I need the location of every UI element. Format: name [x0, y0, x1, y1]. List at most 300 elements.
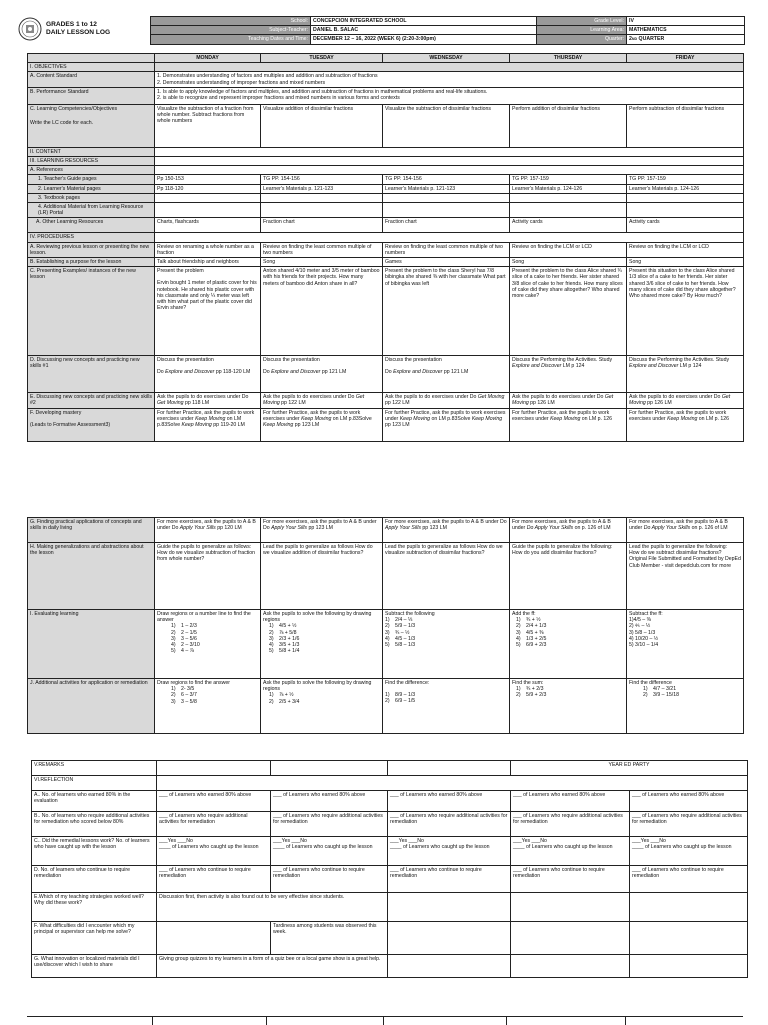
tg-label: 1. Teacher's Guide pages	[28, 175, 155, 184]
proc-i-tue-head: Ask the pupils to solve the following by drawing regions	[263, 611, 372, 624]
list-item: 1) 8/9 – 1/3	[385, 692, 416, 699]
day-tuesday: TUESDAY	[261, 54, 383, 63]
proc-f-tail: on LM p. 126	[580, 415, 613, 422]
proc-d-row	[28, 356, 744, 393]
proc-j-row	[28, 679, 744, 734]
proc-f-keep: Keep Moving	[263, 422, 294, 429]
proc-i-mon-head: Draw regions or a number line to find the answer	[157, 611, 251, 624]
yes-no: ___Yes ___No	[273, 838, 307, 844]
deped-seal-icon	[18, 17, 42, 41]
list-item: 3) 5/8 – 1/3	[629, 629, 656, 636]
reflection-e-row	[32, 893, 748, 922]
item-text: 3/5 + 1/3	[279, 642, 300, 649]
reflection-d-thursday: ___ of Learners who continue to require remediation	[511, 866, 630, 893]
proc-d-monday	[155, 356, 261, 393]
remarks-row	[32, 761, 748, 776]
proc-e-monday	[155, 393, 261, 408]
proc-a-monday: Review on renaming a whole number as a fraction	[155, 242, 261, 257]
list-item: 3) 3 – 5/6	[171, 635, 197, 642]
proc-g-thursday	[510, 518, 627, 543]
other-resources-label: A. Other Learning Resources	[28, 218, 155, 233]
proc-f-text: For further Practice, ask the pupils to work exercises under	[385, 409, 506, 422]
teacher-label: Subject-Teacher:	[151, 26, 311, 35]
reflection-g-friday	[630, 955, 748, 978]
competency-monday: Visualize the subtraction of a fraction from whole number. Subtract fractions from whole numbers	[155, 104, 261, 147]
proc-h-monday: Guide the pupils to generalize as follows: How do we visualize subtraction of fraction from whole number?	[155, 543, 261, 610]
proc-g-tail: pp 120 LM	[215, 525, 242, 532]
content-standard-value	[155, 72, 744, 87]
list-item: 1) 4/7 – 3/21	[643, 686, 677, 693]
proc-e-getmoving: Get Moving	[157, 400, 184, 407]
day-header-row	[28, 54, 744, 63]
quarter-sup: ND	[631, 37, 638, 42]
proc-i-thursday	[510, 610, 627, 679]
caught-up: ____ of Learners who caught up the lesson	[273, 844, 373, 851]
reflection-b-friday: ___ of Learners who require additional activities for remediation	[630, 812, 748, 837]
item-text: 2- 3/5	[181, 686, 195, 693]
reflection-g-wednesday	[388, 955, 511, 978]
proc-h-tuesday: Lead the pupils to generalize as follows How do we visualize addition of dissimilar fractions?	[261, 543, 383, 610]
portal-tuesday	[261, 203, 383, 218]
reflection-e-wednesday	[388, 893, 511, 922]
quarter-value	[627, 35, 745, 44]
grade-value: IV	[627, 17, 745, 26]
reflection-a-friday: ___ of Learners who earned 80% above	[630, 791, 748, 812]
proc-f-row	[28, 408, 744, 441]
proc-i-fri-head: Subtract the ff:	[629, 611, 663, 617]
yes-no: ___Yes ___No	[390, 838, 424, 844]
proc-e-tail: pp 122 LM	[279, 400, 306, 407]
proc-b-tuesday: Song	[261, 258, 383, 267]
reflection-b-row	[32, 812, 748, 837]
content-standard-2: 2. Demonstrates understanding of improper fractions and mixed numbers	[157, 79, 326, 86]
quarter-label: Quarter:	[537, 35, 627, 44]
item-text: 1/3 + 2/5	[526, 635, 547, 642]
objectives-heading-row	[28, 63, 744, 72]
proc-g-monday	[155, 518, 261, 543]
quarter-rest: QUARTER	[637, 36, 665, 43]
proc-b-wednesday: Games	[383, 258, 510, 267]
proc-f-label	[28, 408, 155, 441]
reflection-f-monday	[157, 922, 271, 955]
other-resources-row	[28, 218, 744, 233]
item-text: 6/9 + 2/3	[526, 642, 547, 649]
item-text: 8/9 – 1/3	[395, 692, 416, 699]
proc-i-monday	[155, 610, 261, 679]
proc-d-monday-1: Discuss the presentation	[157, 357, 214, 364]
yes-no: ___Yes ___No	[159, 838, 193, 844]
reflection-heading-fill	[157, 776, 748, 791]
proc-f-keep: Keep Moving	[181, 422, 212, 429]
quarter-num: 2	[629, 36, 632, 43]
proc-d-pages: pp 121 LM	[442, 369, 469, 376]
proc-g-text: For more exercises, ask the pupils to A & B under	[629, 519, 728, 532]
item-text: ¾ – ½	[395, 629, 410, 636]
dates-label: Teaching Dates and Time:	[151, 35, 311, 44]
proc-h-thursday: Guide the pupils to generalize the following: How do you add dissimilar fractions?	[510, 543, 627, 610]
reflection-e-value: Discussion first, then activity is also found out to be very effective since students.	[157, 893, 388, 922]
proc-g-text: For more exercises, ask the pupils to A & B under Do	[157, 519, 256, 532]
proc-f-end: pp 123 LM	[293, 422, 320, 429]
item-text: 5/8 – 1/3	[395, 642, 416, 649]
portal-monday	[155, 203, 261, 218]
lm-friday: Learner's Materials p. 124-126	[627, 184, 744, 193]
proc-g-wednesday	[383, 518, 510, 543]
proc-d-fri-text: Discuss the Performing the Activities. Study	[629, 357, 730, 364]
proc-e-label: E. Discussing new concepts and practicing new skills #2	[28, 393, 155, 408]
proc-d-pages: LM p 124	[678, 363, 702, 370]
resources-heading: III. LEARNING RESOURCES	[28, 157, 155, 166]
proc-j-wed-head: Find the difference:	[385, 680, 430, 686]
list-item: 1) ⅞ + ½	[269, 692, 294, 699]
caught-up: ____ of Learners who caught up the lesson	[513, 844, 613, 851]
proc-d-tuesday-2	[263, 369, 380, 375]
list-item: 2) 5/9 – 1/3	[385, 623, 416, 630]
procedures-heading: IV. PROCEDURES	[28, 233, 155, 242]
reflection-heading-row	[32, 776, 748, 791]
reflection-c-thursday	[511, 837, 630, 866]
day-monday: MONDAY	[155, 54, 261, 63]
proc-e-ask: Ask the pupils to do exercises under Do	[263, 394, 356, 401]
proc-d-tuesday-1: Discuss the presentation	[263, 357, 320, 364]
textbook-tuesday	[261, 193, 383, 202]
proc-d-explore: Explore and Discover	[629, 363, 679, 370]
references-label: A. References	[28, 166, 155, 175]
proc-i-friday	[627, 610, 744, 679]
textbook-label: 3. Textbook pages	[28, 193, 155, 202]
reflection-c-row	[32, 837, 748, 866]
list-item: 5) 3/10 – 1/4	[629, 642, 659, 649]
proc-d-do: Do	[263, 369, 272, 376]
list-item: 5) 4 – ⅞	[171, 648, 194, 655]
reflection-f-row	[32, 922, 748, 955]
proc-i-tuesday	[261, 610, 383, 679]
textbook-monday	[155, 193, 261, 202]
proc-d-thu-text: Discuss the Performing the Activities. Study	[512, 357, 613, 364]
competency-wednesday: Visualize the subtraction of dissimilar fractions	[383, 104, 510, 147]
proc-i-label: I. Evaluating learning	[28, 610, 155, 679]
proc-h-fri-2: How do we subtract dissimilar fractions?	[629, 550, 722, 557]
reflection-g-thursday	[511, 955, 630, 978]
item-text: 4/7 – 3/21	[653, 686, 677, 693]
reflection-c-tuesday	[271, 837, 388, 866]
reflection-b-tuesday: ___ of Learners who require additional activities for remediation	[271, 812, 388, 837]
competency-thursday: Perform addition of dissimilar fractions	[510, 104, 627, 147]
item-text: 3 – 5/8	[181, 698, 197, 705]
proc-f-tail: on LM p.83Solve	[157, 415, 242, 429]
proc-b-friday: Song	[627, 258, 744, 267]
reflection-g-row	[32, 955, 748, 978]
proc-e-getmoving: Get Moving	[263, 394, 365, 407]
other-wednesday: Fraction chart	[383, 218, 510, 233]
reflection-d-label: D. No. of learners who continue to require remediation	[32, 866, 157, 893]
reflection-e-label: E.Which of my teaching strategies worked well? Why did these work?	[32, 893, 157, 922]
proc-f-end: pp 119-20 LM	[211, 422, 245, 429]
proc-j-fri-head: Find the difference	[629, 680, 672, 686]
proc-i-wednesday	[383, 610, 510, 679]
proc-h-wednesday: Lead the pupils to generalize as follows How do we visualize subtraction of dissimilar fractions?	[383, 543, 510, 610]
proc-d-explore: Explore and Discover	[393, 369, 443, 376]
proc-f-end: pp 123 LM	[385, 422, 410, 429]
reflection-d-monday: ___ of Learners who continue to require remediation	[157, 866, 271, 893]
portal-wednesday	[383, 203, 510, 218]
procedures-heading-row	[28, 233, 744, 242]
remarks-year-end: YEAR ED PARTY	[511, 761, 748, 776]
competency-tuesday: Visualize addition of dissimilar fractions	[261, 104, 383, 147]
reflection-g-value: Giving group quizzes to my learners in a form of a quiz bee or a local game show is a great help.	[157, 955, 388, 978]
document-title	[46, 21, 110, 37]
lm-label: 2. Learner's Material pages	[28, 184, 155, 193]
item-text: 5/8 + 1/4	[279, 648, 300, 655]
proc-e-tail: pp 126 LM	[528, 400, 555, 407]
portal-label: 4. Additional Material from Learning Resource (LR) Portal	[28, 203, 155, 218]
day-wednesday: WEDNESDAY	[383, 54, 510, 63]
reflection-f-wednesday	[388, 922, 511, 955]
school-value: CONCEPCION INTEGRATED SCHOOL	[311, 17, 537, 26]
other-friday: Activity cards	[627, 218, 744, 233]
list-item: 2) 6 – 3/7	[171, 692, 197, 699]
performance-standard-1: 1. Is able to apply knowledge of factors and multiples, and addition and subtraction of fractions in mathematical problems and real-life situations.	[157, 88, 488, 95]
textbook-row	[28, 193, 744, 202]
tg-monday: Pp 150-153	[155, 175, 261, 184]
item-text: 3 – 5/6	[181, 635, 197, 642]
proc-d-monday-2	[157, 369, 258, 375]
proc-e-ask: Ask the pupils to do exercises under Do	[512, 394, 605, 401]
proc-f-text: For further Practice, ask the pupils to work exercises under	[157, 409, 255, 422]
textbook-wednesday	[383, 193, 510, 202]
tg-friday: TG PP. 157-159	[627, 175, 744, 184]
proc-f-title: F. Developing mastery	[30, 409, 82, 416]
header-info-table	[150, 16, 745, 45]
tg-thursday: TG PP. 157-159	[510, 175, 627, 184]
reflection-b-wednesday: ___ of Learners who require additional activities for remediation	[388, 812, 511, 837]
list-item: 1) 4/5 + ½	[269, 623, 297, 630]
lesson-table-part1	[27, 53, 744, 442]
proc-f-tuesday	[261, 408, 383, 441]
proc-j-friday	[627, 679, 744, 734]
reflection-a-row	[32, 791, 748, 812]
proc-i-thu-head: Add the ff:	[512, 611, 536, 617]
proc-g-apply: Do Apply Your Skills	[526, 525, 574, 532]
item-text: 4/5 + ½	[279, 623, 297, 630]
proc-e-tail: pp 118 LM	[183, 400, 210, 407]
proc-j-monday	[155, 679, 261, 734]
day-friday: FRIDAY	[627, 54, 744, 63]
performance-standard-value	[155, 87, 744, 104]
proc-j-label: J. Additional activities for application or remediation	[28, 679, 155, 734]
item-text: 2/4 + 1/3	[526, 623, 547, 630]
list-item: 1)4/5 – ⅜	[629, 617, 651, 624]
proc-f-keep: Keep Moving	[471, 415, 503, 422]
proc-f-keep: Keep Moving	[399, 415, 430, 422]
item-text: ⅞ + ½	[279, 692, 294, 699]
proc-g-apply: Apply Your Sills	[271, 525, 308, 532]
proc-g-tail: pp 123 LM	[307, 525, 333, 532]
proc-j-thu-head: Find the sum:	[512, 680, 544, 686]
remarks-label: V.REMARKS	[32, 761, 157, 776]
reflection-d-row	[32, 866, 748, 893]
proc-c-monday-2: Ervin bought 1 meter of plastic cover for his notebook. He shared his plastic cover with his classmate and only ¼ meter was left with him what part of the plastic cover did Ervin share?	[157, 280, 257, 312]
proc-g-text: For more exercises, ask the pupils to A & B under	[512, 519, 611, 532]
proc-e-ask: Ask the pupils to do exercises under Do	[629, 394, 722, 401]
proc-e-ask: Ask the pupils to do exercises under Do	[157, 394, 249, 401]
competencies-title: C. Learning Competencies/Objectives	[30, 105, 118, 112]
reflection-heading: VI.REFLECTION	[32, 776, 157, 791]
content-heading: II. CONTENT	[28, 147, 155, 156]
competencies-sub: Write the LC code for each.	[30, 120, 94, 127]
list-item: 2) 6/9 – 1/5	[385, 698, 416, 705]
list-item: 1) 1 – 2/3	[171, 623, 197, 630]
proc-d-wednesday-1: Discuss the presentation	[385, 357, 442, 364]
item-text: ⅞ + 5/8	[279, 629, 297, 636]
item-text: 6 – 3/7	[181, 692, 197, 699]
lm-row	[28, 184, 744, 193]
lm-tuesday: Learner's Materials p. 121-123	[261, 184, 383, 193]
school-label: School:	[151, 17, 311, 26]
item-text: 5/9 – 1/3	[395, 623, 416, 630]
reflection-c-label: C.. Did the remedial lessons work? No. of learners who have caught up with the lesson	[32, 837, 157, 866]
performance-standard-2: 2. is able to recognize and represent improper fractions and mixed numbers in various forms and contexts	[157, 95, 400, 102]
item-text: 4/5 + ⅜	[526, 629, 544, 636]
proc-f-keep: Keep Moving	[301, 415, 332, 422]
item-text: 4/5 – 1/3	[395, 635, 416, 642]
proc-a-row	[28, 242, 744, 257]
proc-d-pages: LM p 124	[561, 363, 585, 370]
lm-monday: Pp 118-120	[155, 184, 261, 193]
proc-d-pages: pp 118-120 LM	[214, 369, 251, 376]
reflection-a-thursday: ___ of Learners who earned 80% above	[511, 791, 630, 812]
proc-j-thursday	[510, 679, 627, 734]
performance-standard-label: B. Performance Standard	[28, 87, 155, 104]
item-text: 4 – ⅞	[181, 648, 194, 655]
resources-heading-fill	[155, 157, 744, 166]
other-monday: Charts, flashcards	[155, 218, 261, 233]
item-text: ¾ + ½	[526, 617, 541, 624]
list-item: 3) 3 – 5/8	[171, 698, 197, 705]
proc-e-friday	[627, 393, 744, 408]
proc-e-tuesday	[261, 393, 383, 408]
proc-f-thursday	[510, 408, 627, 441]
content-standard-label: A. Content Standard	[28, 72, 155, 87]
proc-c-tuesday: Anton shared 4/10 meter and 3/5 meter of bamboo with his friends for their projects. How many meters of bamboo did Anton share in all?	[261, 267, 383, 356]
reflection-f-value: Tardiness among students was observed this week.	[271, 922, 388, 955]
proc-c-thursday: Present the problem to the class Alice shared ¾ slice of a cake to her friends. Her sister shared 3/8 slice of cake to her friends. How many slices of cake did they share altogether? Who shared more cake?	[510, 267, 627, 356]
list-item: 1) 2/4 – ⅓	[385, 617, 413, 624]
caught-up: ____ of Learners who caught up the lesson	[159, 844, 259, 851]
proc-d-pages: pp 121 LM	[320, 369, 347, 376]
portal-thursday	[510, 203, 627, 218]
list-item: 4) 4/5 – 1/3	[385, 635, 416, 642]
list-item: 2) ⅘ – ½	[629, 623, 651, 630]
proc-f-keep: Keep Moving	[550, 415, 581, 422]
proc-g-friday	[627, 518, 744, 543]
proc-e-thursday	[510, 393, 627, 408]
item-text: 5/9 + 2/3	[526, 692, 547, 699]
proc-d-do: Do	[157, 369, 166, 376]
item-text: ¾ + 2/3	[526, 686, 544, 693]
reflection-c-wednesday	[388, 837, 511, 866]
proc-c-wednesday: Present the problem to the class Sheryl has 7/8 bibingka she shared ⅜ with her classmate What part of bibingka was left	[383, 267, 510, 356]
item-text: 2 – 1/5	[181, 629, 197, 636]
lm-thursday: Learner's Materials p. 124-126	[510, 184, 627, 193]
list-item: 4) 10/20 – ½	[629, 635, 659, 642]
content-value	[155, 147, 744, 156]
reflection-f-thursday	[511, 922, 630, 955]
remarks-wednesday	[388, 761, 511, 776]
proc-d-explore: Explore and Discover	[512, 363, 562, 370]
proc-d-tuesday	[261, 356, 383, 393]
proc-d-label: D. Discussing new concepts and practicing new skills #1	[28, 356, 155, 393]
day-header-empty	[28, 54, 155, 63]
content-row	[28, 147, 744, 156]
remarks-monday	[157, 761, 271, 776]
proc-d-explore: Explore and Discover	[165, 369, 215, 376]
proc-g-tuesday	[261, 518, 383, 543]
tg-tuesday: TG PP. 154-156	[261, 175, 383, 184]
remarks-tuesday	[271, 761, 388, 776]
list-item: 5) 5/8 – 1/3	[385, 642, 416, 649]
proc-f-keep: Keep Moving	[195, 415, 226, 422]
reflection-a-tuesday: ___ of Learners who earned 80% above	[271, 791, 388, 812]
reflection-b-monday: ___ of Learners who require additional activities for remediation	[157, 812, 271, 837]
proc-e-getmoving: Get Moving	[512, 394, 614, 407]
proc-c-monday-1: Present the problem	[157, 268, 204, 275]
list-item: 5) 6/9 + 2/3	[516, 642, 547, 649]
proc-d-do: Do	[385, 369, 394, 376]
proc-g-text: For more exercises, ask the pupils to A & B under Do	[385, 519, 507, 525]
objectives-heading-fill	[155, 63, 744, 72]
proc-g-apply: Apply Your Sills	[179, 525, 216, 532]
list-item: 2) 2/4 + 1/3	[516, 623, 547, 630]
list-item: 1) ¾ + 2/3	[516, 686, 544, 693]
reflection-table	[31, 760, 748, 978]
reflection-g-label: G. What innovation or localized materials did I use/discover which I wish to share	[32, 955, 157, 978]
teacher-value: DANIEL B. SALAC	[311, 26, 537, 35]
list-item: 2) 5/9 + 2/3	[516, 692, 547, 699]
proc-a-friday: Review on finding the LCM or LCD	[627, 242, 744, 257]
item-text: 2 – 3/10	[181, 642, 200, 649]
references-fill	[155, 166, 744, 175]
portal-friday	[627, 203, 744, 218]
proc-f-keep: Keep Moving	[667, 415, 698, 422]
proc-g-tail: on p. 126 of LM	[573, 525, 611, 532]
resources-heading-row	[28, 157, 744, 166]
proc-g-label: G. Finding practical applications of concepts and skills in daily living	[28, 518, 155, 543]
lm-wednesday: Learner's Materials p. 121-123	[383, 184, 510, 193]
proc-j-tue-head: Ask the pupils to solve the following by drawing regions	[263, 680, 372, 693]
objectives-heading: I. OBJECTIVES	[28, 63, 155, 72]
content-standard-row	[28, 72, 744, 87]
proc-c-monday	[155, 267, 261, 356]
proc-a-wednesday: Review on finding the least common multiple of two numbers	[383, 242, 510, 257]
proc-a-tuesday: Review on finding the least common multiple of two numbers	[261, 242, 383, 257]
list-item: 2) 3/9 – 15/18	[643, 692, 679, 699]
proc-c-label: C. Presenting Examples/ instances of the new lesson	[28, 267, 155, 356]
proc-f-tail: on LM p.83Solve	[430, 415, 472, 422]
reflection-a-label: A.. No. of learners who earned 80% in the evaluation	[32, 791, 157, 812]
proc-f-wednesday	[383, 408, 510, 441]
list-item: 1) 2- 3/5	[171, 686, 195, 693]
caught-up: ____ of Learners who caught up the lesson	[632, 844, 732, 851]
proc-g-apply: Do Apply Your Skills	[643, 525, 691, 532]
item-text: 1 – 2/3	[181, 623, 197, 630]
proc-j-wednesday	[383, 679, 510, 734]
reflection-a-monday: ___ of Learners who earned 80% above	[157, 791, 271, 812]
proc-b-row	[28, 258, 744, 267]
reflection-c-friday	[630, 837, 748, 866]
proc-f-text: For further Practice, ask the pupils to work exercises under	[512, 409, 610, 422]
area-label: Learning Area:	[537, 26, 627, 35]
